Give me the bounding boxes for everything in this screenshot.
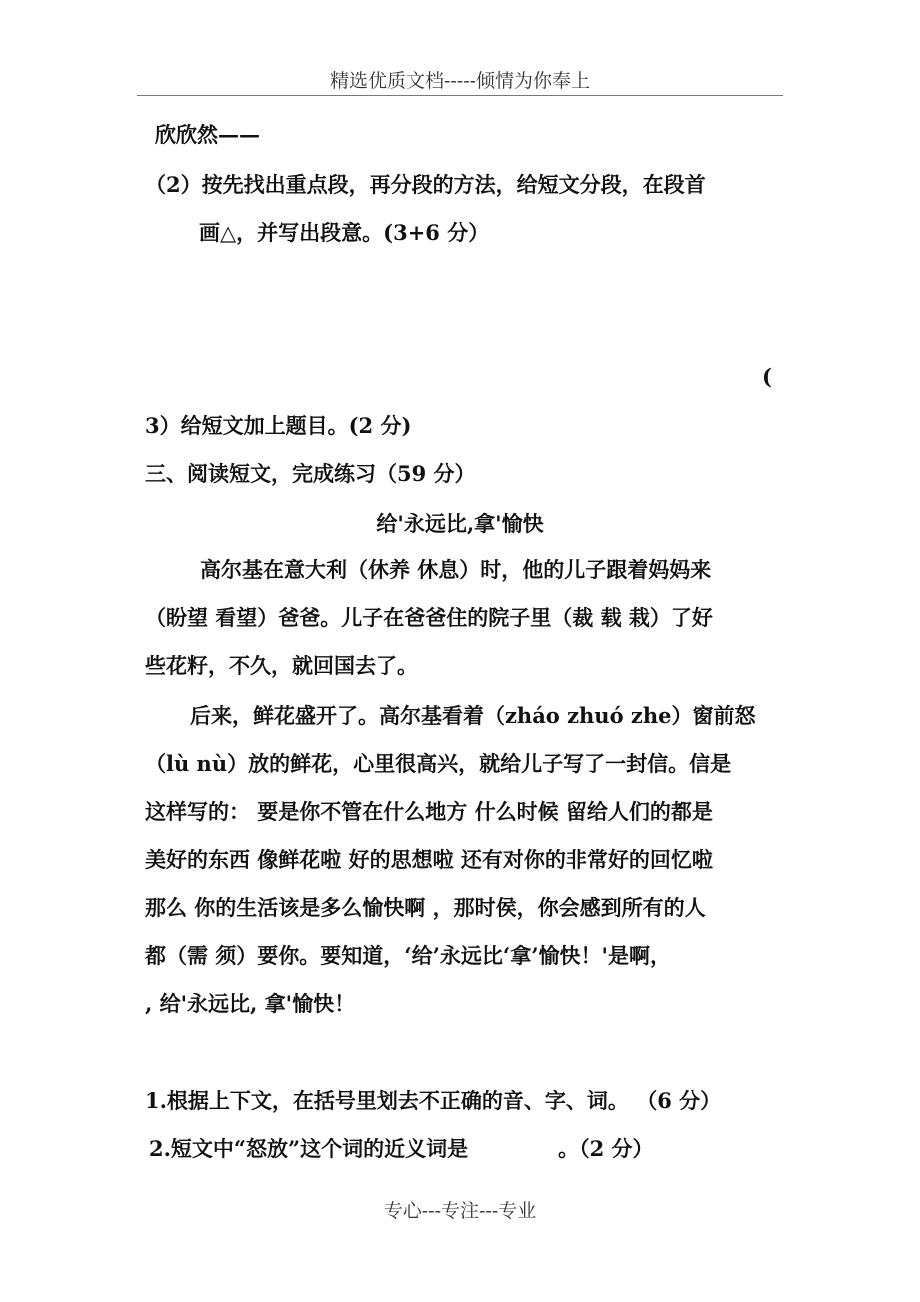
exercise-2: [149, 1136, 654, 1162]
section-3-heading: 三、阅读短文，完成练习（59 分）: [145, 461, 476, 486]
passage-p1-line-1: 高尔基在意大利（休养 休息）时，他的儿子跟着妈妈来: [200, 557, 712, 582]
passage-p2-line-2: （lù nù）放的鲜花，心里很高兴，就给儿子写了一封信。信是: [145, 751, 732, 776]
question-2-line-2: 画△，并写出段意。(3+6 分）: [199, 220, 490, 245]
passage-p2-line-1: 后来，鲜花盛开了。高尔基看着（zháo zhuó zhe）窗前怒: [190, 703, 756, 728]
header-divider: [137, 95, 783, 96]
passage-p2-line-4: 美好的东西 像鲜花啦 好的思想啦 还有对你的非常好的回忆啦: [145, 847, 713, 872]
exercise-2-points: 。（2 分）: [558, 1136, 654, 1161]
question-3-line: 3）给短文加上题目。(2 分): [145, 413, 412, 438]
passage-p1-line-2: （盼望 看望）爸爸。儿子在爸爸住的院子里（裁 载 栽）了好: [145, 605, 713, 630]
answer-line-xinxinran: 欣欣然——: [155, 122, 260, 147]
passage-p2-line-6: 都（需 须）要你。要知道，‘给’永远比‘拿’愉快！'是啊，: [145, 943, 671, 968]
passage-title: 给'永远比,拿'愉快: [376, 511, 544, 536]
passage-p1-line-3: 些花籽，不久，就回国去了。: [145, 653, 418, 678]
exercise-1: 1.根据上下文，在括号里划去不正确的音、字、词。 （6 分）: [145, 1088, 722, 1113]
page-header: 精选优质文档-----倾情为你奉上: [329, 70, 591, 92]
page-footer: 专心---专注---专业: [383, 1200, 537, 1222]
passage-p2-line-3: 这样写的： 要是你不管在什么地方 什么时候 留给人们的都是: [145, 799, 713, 824]
exercise-2-prompt: 2.短文中“怒放”这个词的近义词是: [149, 1136, 469, 1161]
question-2-line-1: （2）按先找出重点段，再分段的方法，给短文分段，在段首: [145, 172, 706, 197]
passage-p2-line-5: 那么 你的生活该是多么愉快啊 ，那时侯，你会感到所有的人: [145, 895, 706, 920]
question-3-open-paren: (: [762, 364, 772, 389]
passage-p2-line-7: , 给'永远比, 拿'愉快！: [145, 991, 356, 1016]
